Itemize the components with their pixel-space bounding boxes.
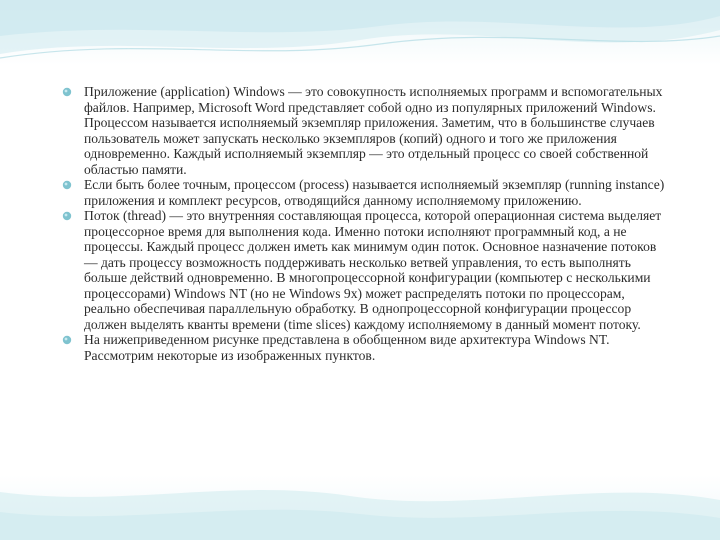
bullet-text: Приложение (application) Windows — это совокупность исполняемых программ и вспомогательных файлов. Например, Microsoft Word представляет собой одно из популярных приложений Windows. Процессом называется исполняемый экземпляр приложения. Заметим, что в большинстве случаев пользователь может запускать несколько экземпляров (копий) одного и того же приложения одновременно. Каждый исполняемый экземпляр — это отдельный процесс со своей собственной областью памяти. xyxy=(84,84,663,177)
bullet-item xyxy=(60,332,670,363)
teal-circle-bullet-icon xyxy=(62,211,72,221)
top-wave-decoration xyxy=(0,0,720,80)
bottom-wave-decoration xyxy=(0,470,720,540)
bullet-text: На нижеприведенном рисунке представлена в обобщенном виде архитектура Windows NT. Рассмотрим некоторые из изображенных пунктов. xyxy=(84,332,610,363)
teal-circle-bullet-icon xyxy=(62,335,72,345)
bullet-item xyxy=(60,208,670,332)
bullet-text: Поток (thread) — это внутренняя составляющая процесса, которой операционная система выделяет процессорное время для выполнения кода. Именно потоки исполняют программный код, а не процессы. Каждый процесс должен иметь как минимум один поток. Основное назначение потоков — дать процессу возможность поддерживать несколько ветвей управления, то есть выполнять больше действий одновременно. В многопроцессорной конфигурации (компьютер с несколькими процессорами) Windows NT (но не Windows 9x) может распределять потоки по процессорам, реально обеспечивая параллельную обработку. В однопроцессорной конфигурации процессор должен выделять кванты времени (time slices) каждому исполняемому в данный момент потоку. xyxy=(84,208,662,332)
bullet-item xyxy=(60,84,670,177)
slide-body xyxy=(60,84,670,363)
bullet-item xyxy=(60,177,670,208)
teal-circle-bullet-icon xyxy=(62,180,72,190)
bullet-list xyxy=(60,84,670,363)
teal-circle-bullet-icon xyxy=(62,87,72,97)
bullet-text: Если быть более точным, процессом (process) называется исполняемый экземпляр (running instance) приложения и комплект ресурсов, отводящийся данному исполняемому приложению. xyxy=(84,177,665,208)
